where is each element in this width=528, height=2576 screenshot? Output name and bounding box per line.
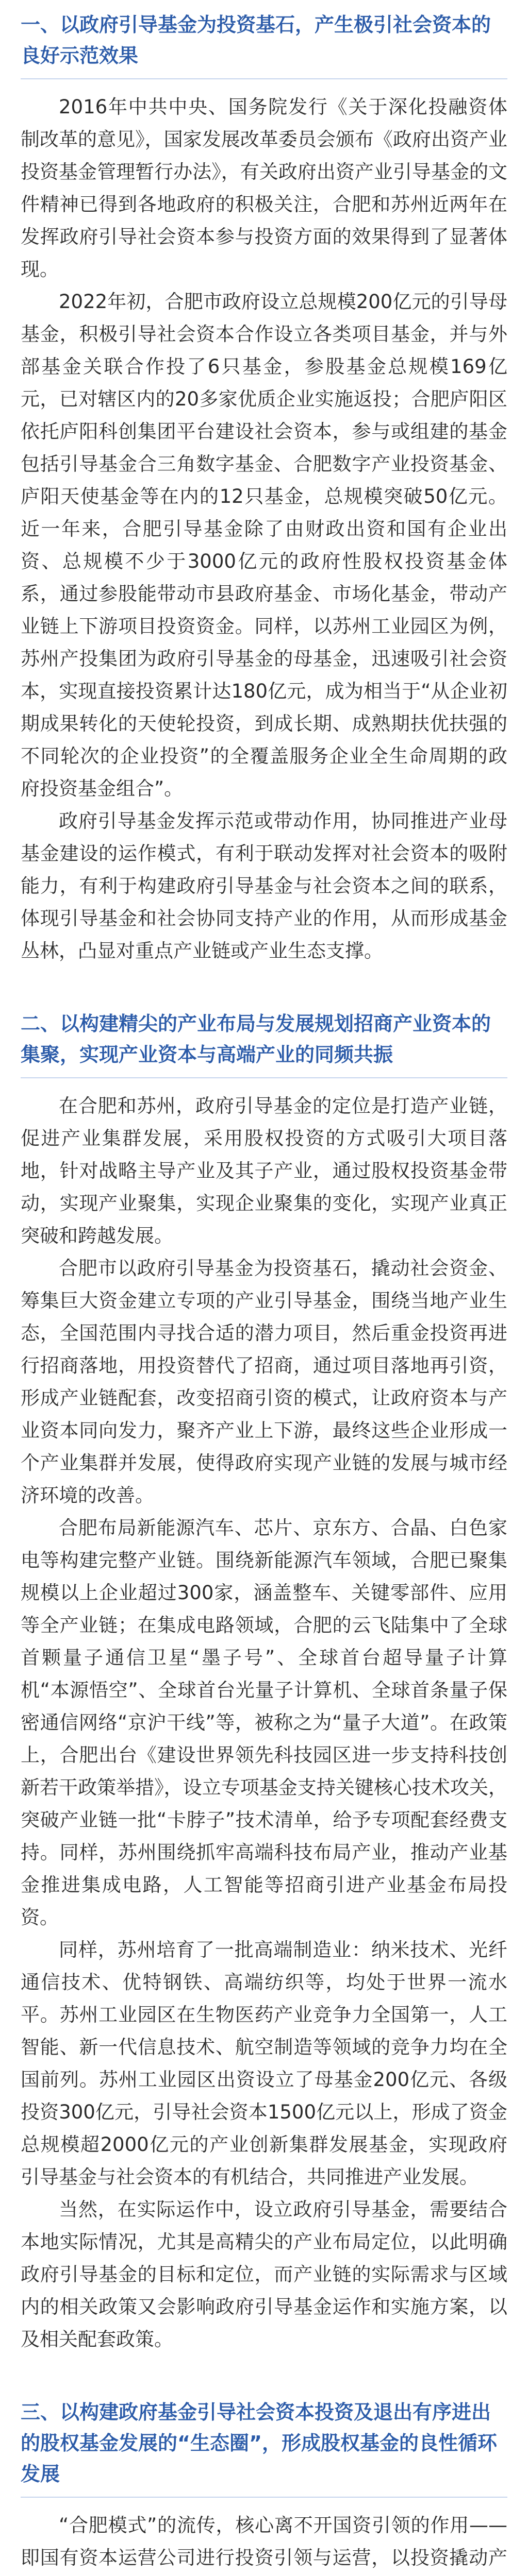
section-gap [21, 967, 507, 1008]
paragraph: 在合肥和苏州，政府引导基金的定位是打造产业链，促进产业集群发展，采用股权投资的方式吸引大项目落地，针对战略主导产业及其子产业，通过股权投资基金带动，实现产业聚集，实现企业聚集的变化，实现产业真正突破和跨越发展。 [21, 1095, 507, 1247]
paragraph: 2016年中共中央、国务院发行《关于深化投融资体制改革的意见》，国家发展改革委员会颁布《政府出资产业投资基金管理暂行办法》，有关政府出资产业引导基金的文件精神已得到各地政府的积极关注，合肥和苏州近两年在发挥政府引导社会资本参与投资方面的效果得到了显著体现。 [21, 96, 507, 280]
section-heading: 一、以政府引导基金为投资基石，产生极引社会资本的良好示范效果 [21, 13, 491, 67]
paragraph: “合肥模式”的流传，核心离不开国资引领的作用——即国有资本运营公司进行投资引领与运营，以投资撬动产 [21, 2514, 507, 2569]
paragraph: 合肥布局新能源汽车、芯片、京东方、合晶、白色家电等构建完整产业链。围绕新能源汽车领域，合肥已聚集规模以上企业超过300家，涵盖整车、关键零部件、应用等全产业链；在集成电路领域，合肥的云飞陆集中了全球首颗量子通信卫星“墨子号”、全球首台超导量子计算机“本源悟空”、全球首台光量子计算机、全球首条量子保密通信网络“京沪干线”等，被称之为“量子大道”。在政策上，合肥出台《建设世界领先科技园区进一步支持科技创新若干政策举措》，设立专项基金支持关键核心技术攻关，突破产业链一批“卡脖子”技术清单，给予专项配套经费支持。同样，苏州围绕抓牢高端科技布局产业，推动产业基金推进集成电路，人工智能等招商引进产业基金布局投资。 [21, 1517, 507, 1928]
section-2 [21, 1008, 507, 2355]
section-3 [21, 2397, 507, 2576]
section-heading: 二、以构建精尖的产业布局与发展规划招商产业资本的集聚，实现产业资本与高端产业的同频共振 [21, 1012, 491, 1066]
section-1 [21, 9, 507, 967]
section-gap [21, 2355, 507, 2397]
paragraph: 同样，苏州培育了一批高端制造业：纳米技术、光纤通信技术、优特钢铁、高端纺织等，均处于世界一流水平。苏州工业园区在生物医药产业竞争力全国第一，人工智能、新一代信息技术、航空制造等领域的竞争力均在全国前列。苏州工业园区出资设立了母基金200亿元、各级投资300亿元，引导社会资本1500亿元以上，形成了资金总规模超2000亿元的产业创新集群发展基金，实现政府引导基金与社会资本的有机结合，共同推进产业发展。 [21, 1939, 507, 2188]
paragraph: 合肥市以政府引导基金为投资基石，撬动社会资金、筹集巨大资金建立专项的产业引导基金，围绕当地产业生态，全国范围内寻找合适的潜力项目，然后重金投资再进行招商落地，用投资替代了招商，通过项目落地再引资，形成产业链配套，改变招商引资的模式，让政府资本与产业资本同向发力，聚齐产业上下游，最终这些企业形成一个产业集群并发展，使得政府实现产业链的发展与城市经济环境的改善。 [21, 1257, 507, 1506]
section-divider [21, 78, 507, 79]
section-heading: 三、以构建政府基金引导社会资本投资及退出有序进出的股权基金发展的“生态圈”，形成股权基金的良性循环发展 [21, 2401, 497, 2485]
paragraph: 当然，在实际运作中，设立政府引导基金，需要结合本地实际情况，尤其是高精尖的产业布局定位，以此明确政府引导基金的目标和定位，而产业链的实际需求与区域内的相关政策又会影响政府引导基金运作和实施方案，以及相关配套政策。 [21, 2198, 507, 2350]
paragraph: 2022年初，合肥市政府设立总规模200亿元的引导母基金，积极引导社会资本合作设立各类项目基金，并与外部基金关联合作投了6只基金，参股基金总规模169亿元，已对辖区内的20多家优质企业实施返投；合肥庐阳区依托庐阳科创集团平台建设社会资本，参与或组建的基金包括引导基金合三角数字基金、合肥数字产业投资基金、庐阳天使基金等在内的12只基金，总规模突破50亿元。近一年来，合肥引导基金除了由财政出资和国有企业出资、总规模不少于3000亿元的政府性股权投资基金体系，通过参股能带动市县政府基金、市场化基金，带动产业链上下游项目投资资金。同样，以苏州工业园区为例，苏州产投集团为政府引导基金的母基金，迅速吸引社会资本，实现直接投资累计达180亿元，成为相当于“从企业初期成果转化的天使轮投资，到成长期、成熟期扶优扶强的不同轮次的企业投资”的全覆盖服务企业全生命周期的政府投资基金组合”。 [21, 291, 507, 800]
section-divider [21, 2497, 507, 2498]
paragraph: 政府引导基金发挥示范或带动作用，协同推进产业母基金建设的运作模式，有利于联动发挥对社会资本的吸附能力，有利于构建政府引导基金与社会资本之间的联系，体现引导基金和社会协同支持产业的作用，从而形成基金丛林，凸显对重点产业链或产业生态支撑。 [21, 810, 507, 962]
section-divider [21, 1077, 507, 1078]
